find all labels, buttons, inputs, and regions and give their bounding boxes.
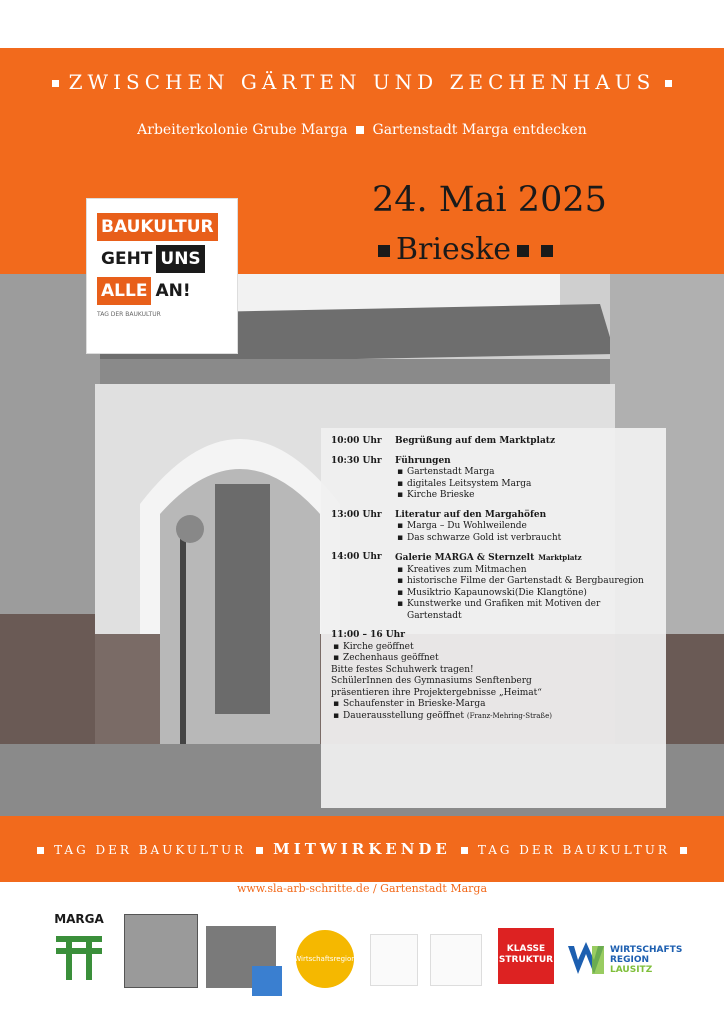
website-link[interactable]: www.sla-arb-schritte.de / Gartenstadt Marga [236,882,488,895]
yellow-circle-logo: Wirtschaftsregion [296,930,354,988]
baukultur-logo [86,198,238,354]
program-time: 14:00 Uhr [331,552,382,562]
square-icon [356,126,364,134]
square-icon [52,80,59,87]
sponsor-logos [40,904,700,1004]
logo-footer: TAG DER BAUKULTUR [97,311,161,318]
logo-line-2a: GEHT [101,249,153,269]
program-item: ▪ Kreatives zum Mitmachen [395,565,656,577]
program-item: ▪ historische Filme der Gartenstadt & Bergbauregion [395,576,656,588]
program-time: 10:30 Uhr [331,455,382,466]
extra-note-3: präsentieren ihre Projektergebnisse „Heimat“ [331,687,542,698]
program-row [331,456,656,502]
square-icon [541,245,553,257]
place-text: Brieske [396,232,512,267]
square-icon [256,847,263,854]
marga-text: MARGA [54,912,104,926]
event-date: 24. Mai 2025 [372,180,607,220]
subline-right: Gartenstadt Marga entdecken [372,122,587,138]
program-time: 13:00 Uhr [331,509,382,520]
program-item: ▪ Musiktrio Kapaunowski(Die Klangtöne) [395,588,656,600]
headline-text: ZWISCHEN GÄRTEN UND ZECHENHAUS [68,70,656,94]
sponsor-logo-small-2 [430,934,482,986]
subline-left: Arbeiterkolonie Grube Marga [137,122,348,138]
marga-logo [44,912,114,992]
program-title: Führungen [395,455,451,466]
program-item: ▪ Kunstwerke und Grafiken mit Motiven der Gartenstadt [395,599,656,622]
square-icon [680,847,687,854]
square-icon [378,245,390,257]
footer-text [0,840,724,858]
program-row [331,552,656,622]
small-blue-logo [252,966,282,996]
logo-line-3a: ALLE [97,277,151,305]
extra-item: ▪ Zechenhaus geöffnet [331,653,656,665]
event-place [372,232,559,267]
program-item: ▪ Gartenstadt Marga [395,467,656,479]
extra-last-item: ▪ Dauerausstellung geöffnet (Franz-Mehring-Straße) [331,711,656,723]
logo-line-1: BAUKULTUR [97,213,218,241]
footer-left: TAG DER BAUKULTUR [54,843,247,857]
logo-line-3b: AN! [155,281,191,301]
logo-line-2b: UNS [156,245,204,273]
program-extra [331,630,656,722]
program-list [331,436,656,622]
program-time: 10:00 Uhr [331,436,382,446]
extra-time: 11:00 – 16 Uhr [331,630,405,640]
square-icon [461,847,468,854]
program-title: Begrüßung auf dem Marktplatz [395,436,556,446]
sponsor-logo-small-1 [370,934,418,986]
extra-item: ▪ Schaufenster in Brieske-Marga [331,699,656,711]
footer-center: MITWIRKENDE [273,840,451,858]
program-item: ▪ Marga – Du Wohlweilende [395,521,656,533]
square-icon [665,80,672,87]
program-item: ▪ digitales Leitsystem Marga [395,479,656,491]
program-title: Galerie MARGA & Sternzelt Marktplatz [395,553,582,563]
square-icon [517,245,529,257]
program-row [331,436,656,448]
extra-note-1: Bitte festes Schuhwerk tragen! [331,664,474,675]
program-box [321,428,666,808]
program-row [331,510,656,545]
wr-emblem-icon [566,940,606,980]
photo-thumb-1 [124,914,198,988]
square-icon [37,847,44,854]
extra-item: ▪ Kirche geöffnet [331,642,656,654]
wirtschaftsregion-lausitz-logo: WIRTSCHAFTS REGION LAUSITZ [566,936,696,984]
program-item: ▪ Das schwarze Gold ist verbraucht [395,533,656,545]
subline [0,122,724,138]
klasse-struktur-logo: KLASSE STRUKTUR [498,928,554,984]
marga-emblem-icon [44,926,114,986]
extra-note-2: SchülerInnen des Gymnasiums Senftenberg [331,676,532,686]
program-title: Literatur auf den Margahöfen [395,509,547,520]
footer-right: TAG DER BAUKULTUR [477,843,670,857]
headline [0,70,724,94]
program-item: ▪ Kirche Brieske [395,490,656,502]
